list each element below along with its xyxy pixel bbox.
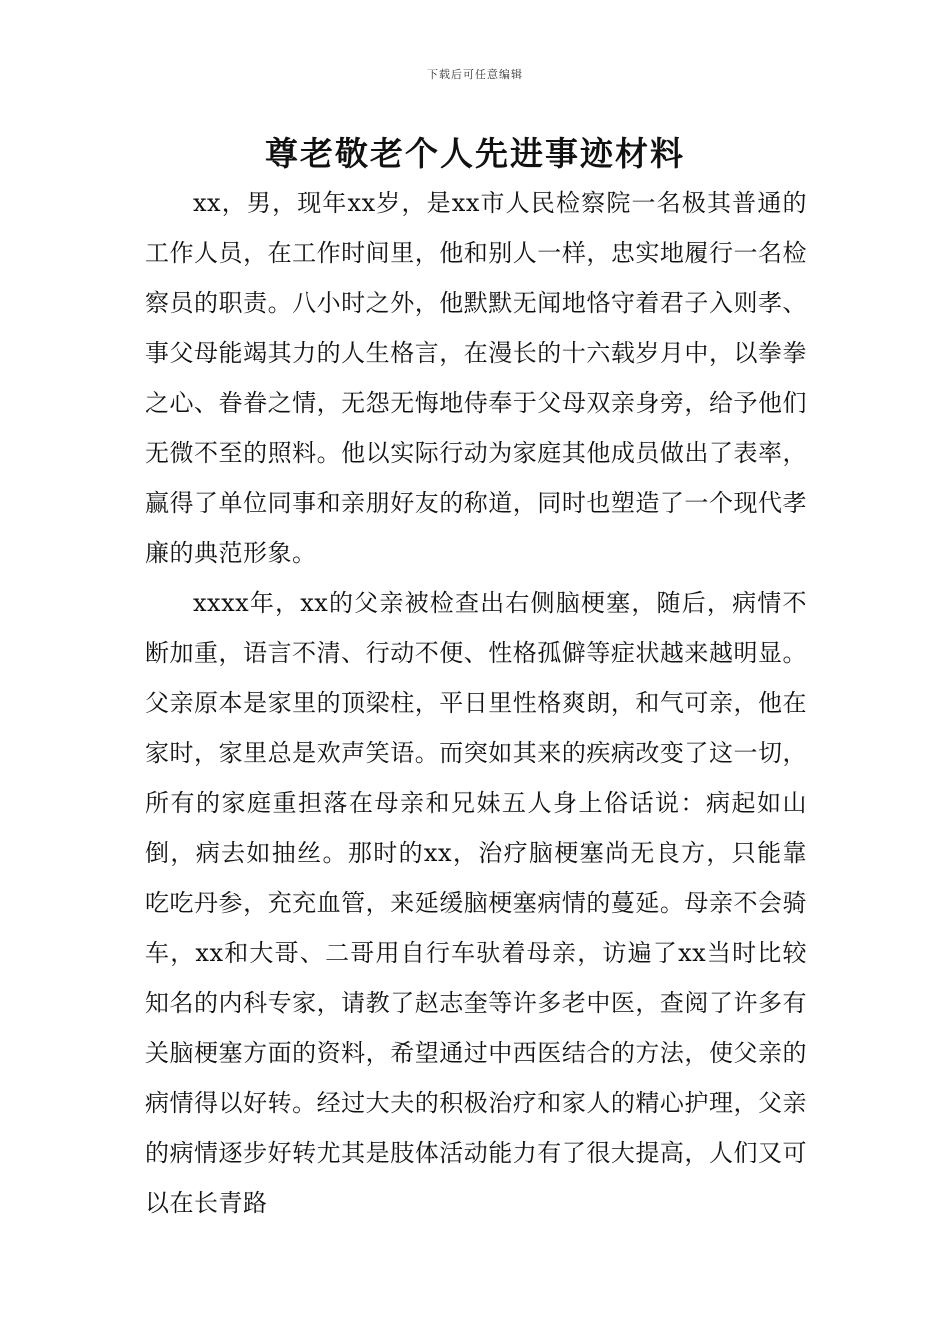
document-title: 尊老敬老个人先进事迹材料: [265, 134, 685, 173]
header-note: 下载后可任意编辑: [427, 68, 523, 81]
document-body: [145, 178, 807, 1228]
paragraph-1: xx，男，现年xx岁，是xx市人民检察院一名极其普通的工作人员，在工作时间里，他和别人一样，忠实地履行一名检察员的职责。八小时之外，他默默无闻地恪守着君子入则孝、事父母能竭其力的人生格言，在漫长的十六载岁月中，以拳拳之心、眷眷之情，无怨无悔地侍奉于父母双亲身旁，给予他们无微不至的照料。他以实际行动为家庭其他成员做出了表率，赢得了单位同事和亲朋好友的称道，同时也塑造了一个现代孝廉的典范形象。: [145, 189, 807, 567]
paragraph-2: xxxx年，xx的父亲被检查出右侧脑梗塞，随后，病情不断加重，语言不清、行动不便、性格孤僻等症状越来越明显。父亲原本是家里的顶梁柱，平日里性格爽朗，和气可亲，他在家时，家里总是欢声笑语。而突如其来的疾病改变了这一切，所有的家庭重担落在母亲和兄妹五人身上俗话说：病起如山倒，病去如抽丝。那时的xx，治疗脑梗塞尚无良方，只能靠吃吃丹参，充充血管，来延缓脑梗塞病情的蔓延。母亲不会骑车，xx和大哥、二哥用自行车驮着母亲，访遍了xx当时比较知名的内科专家，请教了赵志奎等许多老中医，查阅了许多有关脑梗塞方面的资料，希望通过中西医结合的方法，使父亲的病情得以好转。经过大夫的积极治疗和家人的精心护理，父亲的病情逐步好转尤其是肢体活动能力有了很大提高，人们又可以在长青路: [145, 589, 807, 1217]
